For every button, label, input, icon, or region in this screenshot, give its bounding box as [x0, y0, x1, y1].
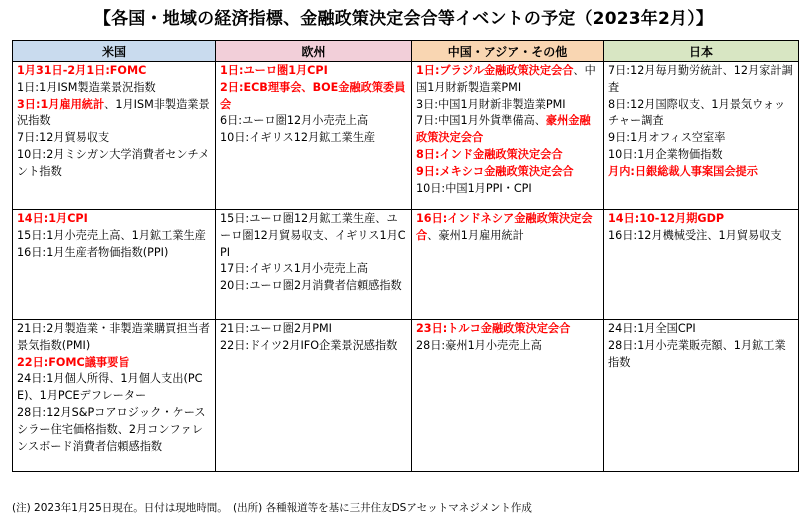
event-calendar-table	[12, 40, 799, 472]
event-item	[17, 405, 212, 455]
event-text: 7日:中国1月外貨準備高、	[416, 114, 546, 128]
event-text: 15日:ユーロ圏12月鉱工業生産、ユーロ圏12月貿易収支、イギリス1月CPI	[220, 212, 406, 259]
cell-us	[13, 62, 216, 210]
event-text: 3日:中国1月財新非製造業PMI	[416, 97, 566, 111]
cell-japan	[604, 320, 799, 472]
event-text: 20日:ユーロ圏2月消費者信頼感指数	[220, 279, 402, 293]
event-item	[416, 147, 600, 164]
event-text: 16日:12月機械受注、1月貿易収支	[608, 228, 782, 242]
event-item	[416, 164, 600, 181]
event-text: 7日:12月毎月勤労統計、12月家計調査	[608, 64, 793, 94]
cell-europe	[216, 320, 412, 472]
event-text: 9日:メキシコ金融政策決定会合	[416, 164, 574, 178]
event-item	[17, 147, 212, 181]
event-text: 10日:イギリス12月鉱工業生産	[220, 131, 376, 145]
event-text: 15日:1月小売売上高、1月鉱工業生産	[17, 228, 206, 242]
event-item	[220, 338, 408, 355]
cell-china-asia-other	[412, 210, 604, 320]
event-text: 28日:豪州1月小売売上高	[416, 338, 542, 352]
event-item	[220, 63, 408, 80]
cell-china-asia-other	[412, 320, 604, 472]
event-text: 10日:2月ミシガン大学消費者センチメント指数	[17, 147, 210, 178]
event-text: 22日:FOMC議事要旨	[17, 355, 130, 369]
event-item	[220, 211, 408, 261]
table-row	[13, 210, 799, 320]
event-item	[608, 228, 795, 245]
event-text: 21日:ユーロ圏2月PMI	[220, 322, 332, 335]
event-text: 21日:2月製造業・非製造業購買担当者景気指数(PMI)	[17, 322, 210, 352]
header-japan: 日本	[604, 41, 799, 62]
cell-china-asia-other	[412, 62, 604, 210]
event-text: 10日:中国1月PPI・CPI	[416, 181, 532, 195]
event-text-rest: 、中国1月財新製造業PMI	[416, 64, 596, 94]
event-text: 28日:1月小売業販売額、1月鉱工業指数	[608, 338, 786, 369]
event-item	[220, 321, 408, 338]
event-text: 2日:ECB理事会、BOE金融政策委員会	[220, 80, 406, 111]
cell-japan	[604, 210, 799, 320]
header-china-asia-other: 中国・アジア・その他	[412, 41, 604, 62]
event-item	[416, 181, 600, 198]
event-text: 24日:1月個人所得、1月個人支出(PCE)、1月PCEデフレーター	[17, 372, 203, 403]
event-item	[17, 371, 212, 405]
table-row	[13, 320, 799, 472]
event-text: 8日:12月国際収支、1月景気ウォッチャー調査	[608, 97, 786, 128]
event-item	[608, 338, 795, 372]
event-text: 3日:1月雇用統計	[17, 97, 105, 111]
event-item	[17, 211, 212, 228]
event-item	[416, 211, 600, 245]
event-text: 1日:ユーロ圏1月CPI	[220, 64, 328, 77]
event-item	[17, 63, 212, 80]
event-item	[17, 228, 212, 245]
event-text: 14日:1月CPI	[17, 212, 88, 225]
event-item	[416, 63, 600, 97]
event-item	[17, 130, 212, 147]
event-text: 17日:イギリス1月小売売上高	[220, 262, 368, 276]
event-text: 16日:1月生産者物価指数(PPI)	[17, 245, 169, 259]
page-title: 【各国・地域の経済指標、金融政策決定会合等イベントの予定（2023年2月）】	[93, 9, 714, 29]
cell-us	[13, 320, 216, 472]
event-text: 8日:インド金融政策決定会合	[416, 147, 563, 161]
cell-us	[13, 210, 216, 320]
cell-europe	[216, 62, 412, 210]
event-item	[416, 338, 600, 355]
event-item	[416, 97, 600, 114]
event-text-highlight: 豪州金融政策決定会合	[416, 114, 591, 145]
footnote: (注) 2023年1月25日現在。日付は現地時間。 (出所) 各種報道等を基に三井住友DSアセットマネジメント作成	[12, 502, 532, 514]
header-row	[13, 41, 799, 62]
event-item	[17, 321, 212, 355]
event-text: 14日:10-12月期GDP	[608, 212, 725, 225]
event-item	[17, 245, 212, 262]
table-row	[13, 62, 799, 210]
header-us: 米国	[13, 41, 216, 62]
event-item	[416, 321, 600, 338]
event-item	[17, 355, 212, 372]
cell-europe	[216, 210, 412, 320]
event-text-rest: 、豪州1月雇用統計	[427, 228, 524, 242]
event-item	[17, 80, 212, 97]
event-text: 9日:1月オフィス空室率	[608, 131, 726, 145]
event-item	[17, 97, 212, 131]
event-item	[220, 278, 408, 295]
event-item	[608, 97, 795, 131]
event-item	[608, 63, 795, 97]
event-item	[608, 211, 795, 228]
event-item	[608, 147, 795, 164]
event-text: 22日:ドイツ2月IFO企業景況感指数	[220, 338, 398, 352]
event-item	[416, 113, 600, 147]
event-text: 1月31日-2月1日:FOMC	[17, 64, 147, 77]
event-item	[220, 130, 408, 147]
event-text: 1日:ブラジル金融政策決定会合	[416, 64, 574, 77]
event-text-rest: 、1月ISM非製造業景況指数	[17, 97, 210, 128]
event-item	[608, 321, 795, 338]
event-text: 10日:1月企業物価指数	[608, 147, 723, 161]
event-item	[608, 164, 795, 181]
event-text: 月内:日銀総裁人事案国会提示	[608, 164, 758, 178]
event-item	[608, 130, 795, 147]
event-text: 16日:インドネシア金融政策決定会合	[416, 212, 593, 242]
header-europe: 欧州	[216, 41, 412, 62]
event-item	[220, 261, 408, 278]
cell-japan	[604, 62, 799, 210]
event-item	[220, 113, 408, 130]
event-text: 6日:ユーロ圏12月小売売上高	[220, 114, 369, 128]
event-text: 24日:1月全国CPI	[608, 322, 696, 335]
event-text: 28日:12月S&Pコアロジック・ケースシラー住宅価格指数、2月コンファレンスボード消費者信頼感指数	[17, 405, 206, 453]
event-text: 23日:トルコ金融政策決定会合	[416, 322, 571, 335]
event-text: 1日:1月ISM製造業景況指数	[17, 80, 156, 94]
event-text: 7日:12月貿易収支	[17, 131, 110, 145]
event-item	[220, 80, 408, 114]
